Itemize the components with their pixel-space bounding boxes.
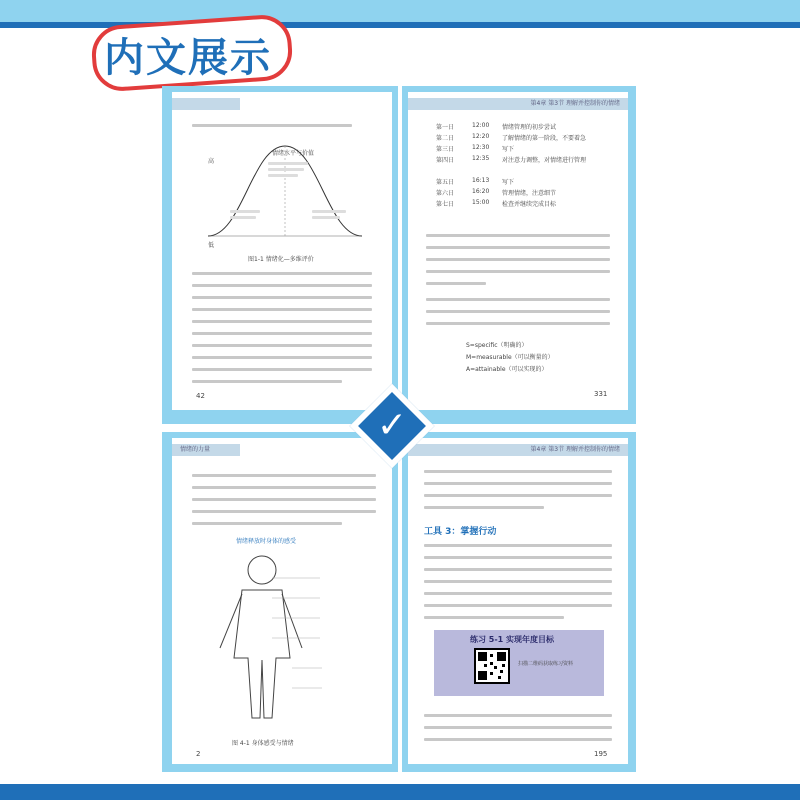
exercise-box-note: 扫描二维码获取练习资料 [518,661,574,667]
page-top-left [172,92,392,410]
chart-heading: 情绪水平与价值 [272,150,315,157]
page-number: 331 [594,390,608,398]
tool-title: 工具 3：掌握行动 [424,527,497,537]
page-bottom-left [172,438,392,764]
bottom-band-gap [0,776,800,784]
page-header [172,98,240,110]
formula-line: A=attainable（可以实现的） [466,366,548,373]
chart-label-high: 高 [208,158,215,165]
schedule-table: 第一日 12:00 情绪管理的初步尝试 第二日 12:20 了解情绪的第一阶段，不要着急 第三日 12:30 写下 第四日 12:35 对注意力调整，对情绪进行管理 第五日 16:13 写下 第六日 16:20 管理情绪，注意细节 第七日 15:00 检查并继续完成目标 [436,122,587,208]
figure-caption: 图 4-1 身体感受与情绪 [232,740,294,747]
page-header: 第4章 第3节 理解并控制你的情绪 [408,444,628,456]
figure-title: 情绪释放时身体的感受 [236,538,297,545]
page-top-right [408,92,628,410]
exercise-box [434,630,604,696]
figure-caption: 图1-1 情绪化—多维评价 [248,256,314,263]
bottom-band [0,784,800,800]
checkmark-icon: ✓ [376,405,408,446]
page-header: 第4章 第3节 理解并控制你的情绪 [408,98,628,110]
title-badge-text: 内文展示 [104,35,272,81]
formula-line: S=specific（明确的） [466,342,528,349]
page-number: 195 [594,750,608,758]
page-number: 42 [196,392,205,400]
page-bottom-right [408,438,628,764]
top-band [0,0,800,22]
formula-line: M=measurable（可以衡量的） [466,354,554,361]
page-number: 2 [196,750,201,758]
qr-code [474,648,510,684]
exercise-box-title: 练习 5-1 实现年度目标 [470,635,555,644]
chart-label-low: 低 [208,242,215,249]
body-outline-figure [172,548,392,738]
page-header: 情绪的力量 [172,444,240,456]
